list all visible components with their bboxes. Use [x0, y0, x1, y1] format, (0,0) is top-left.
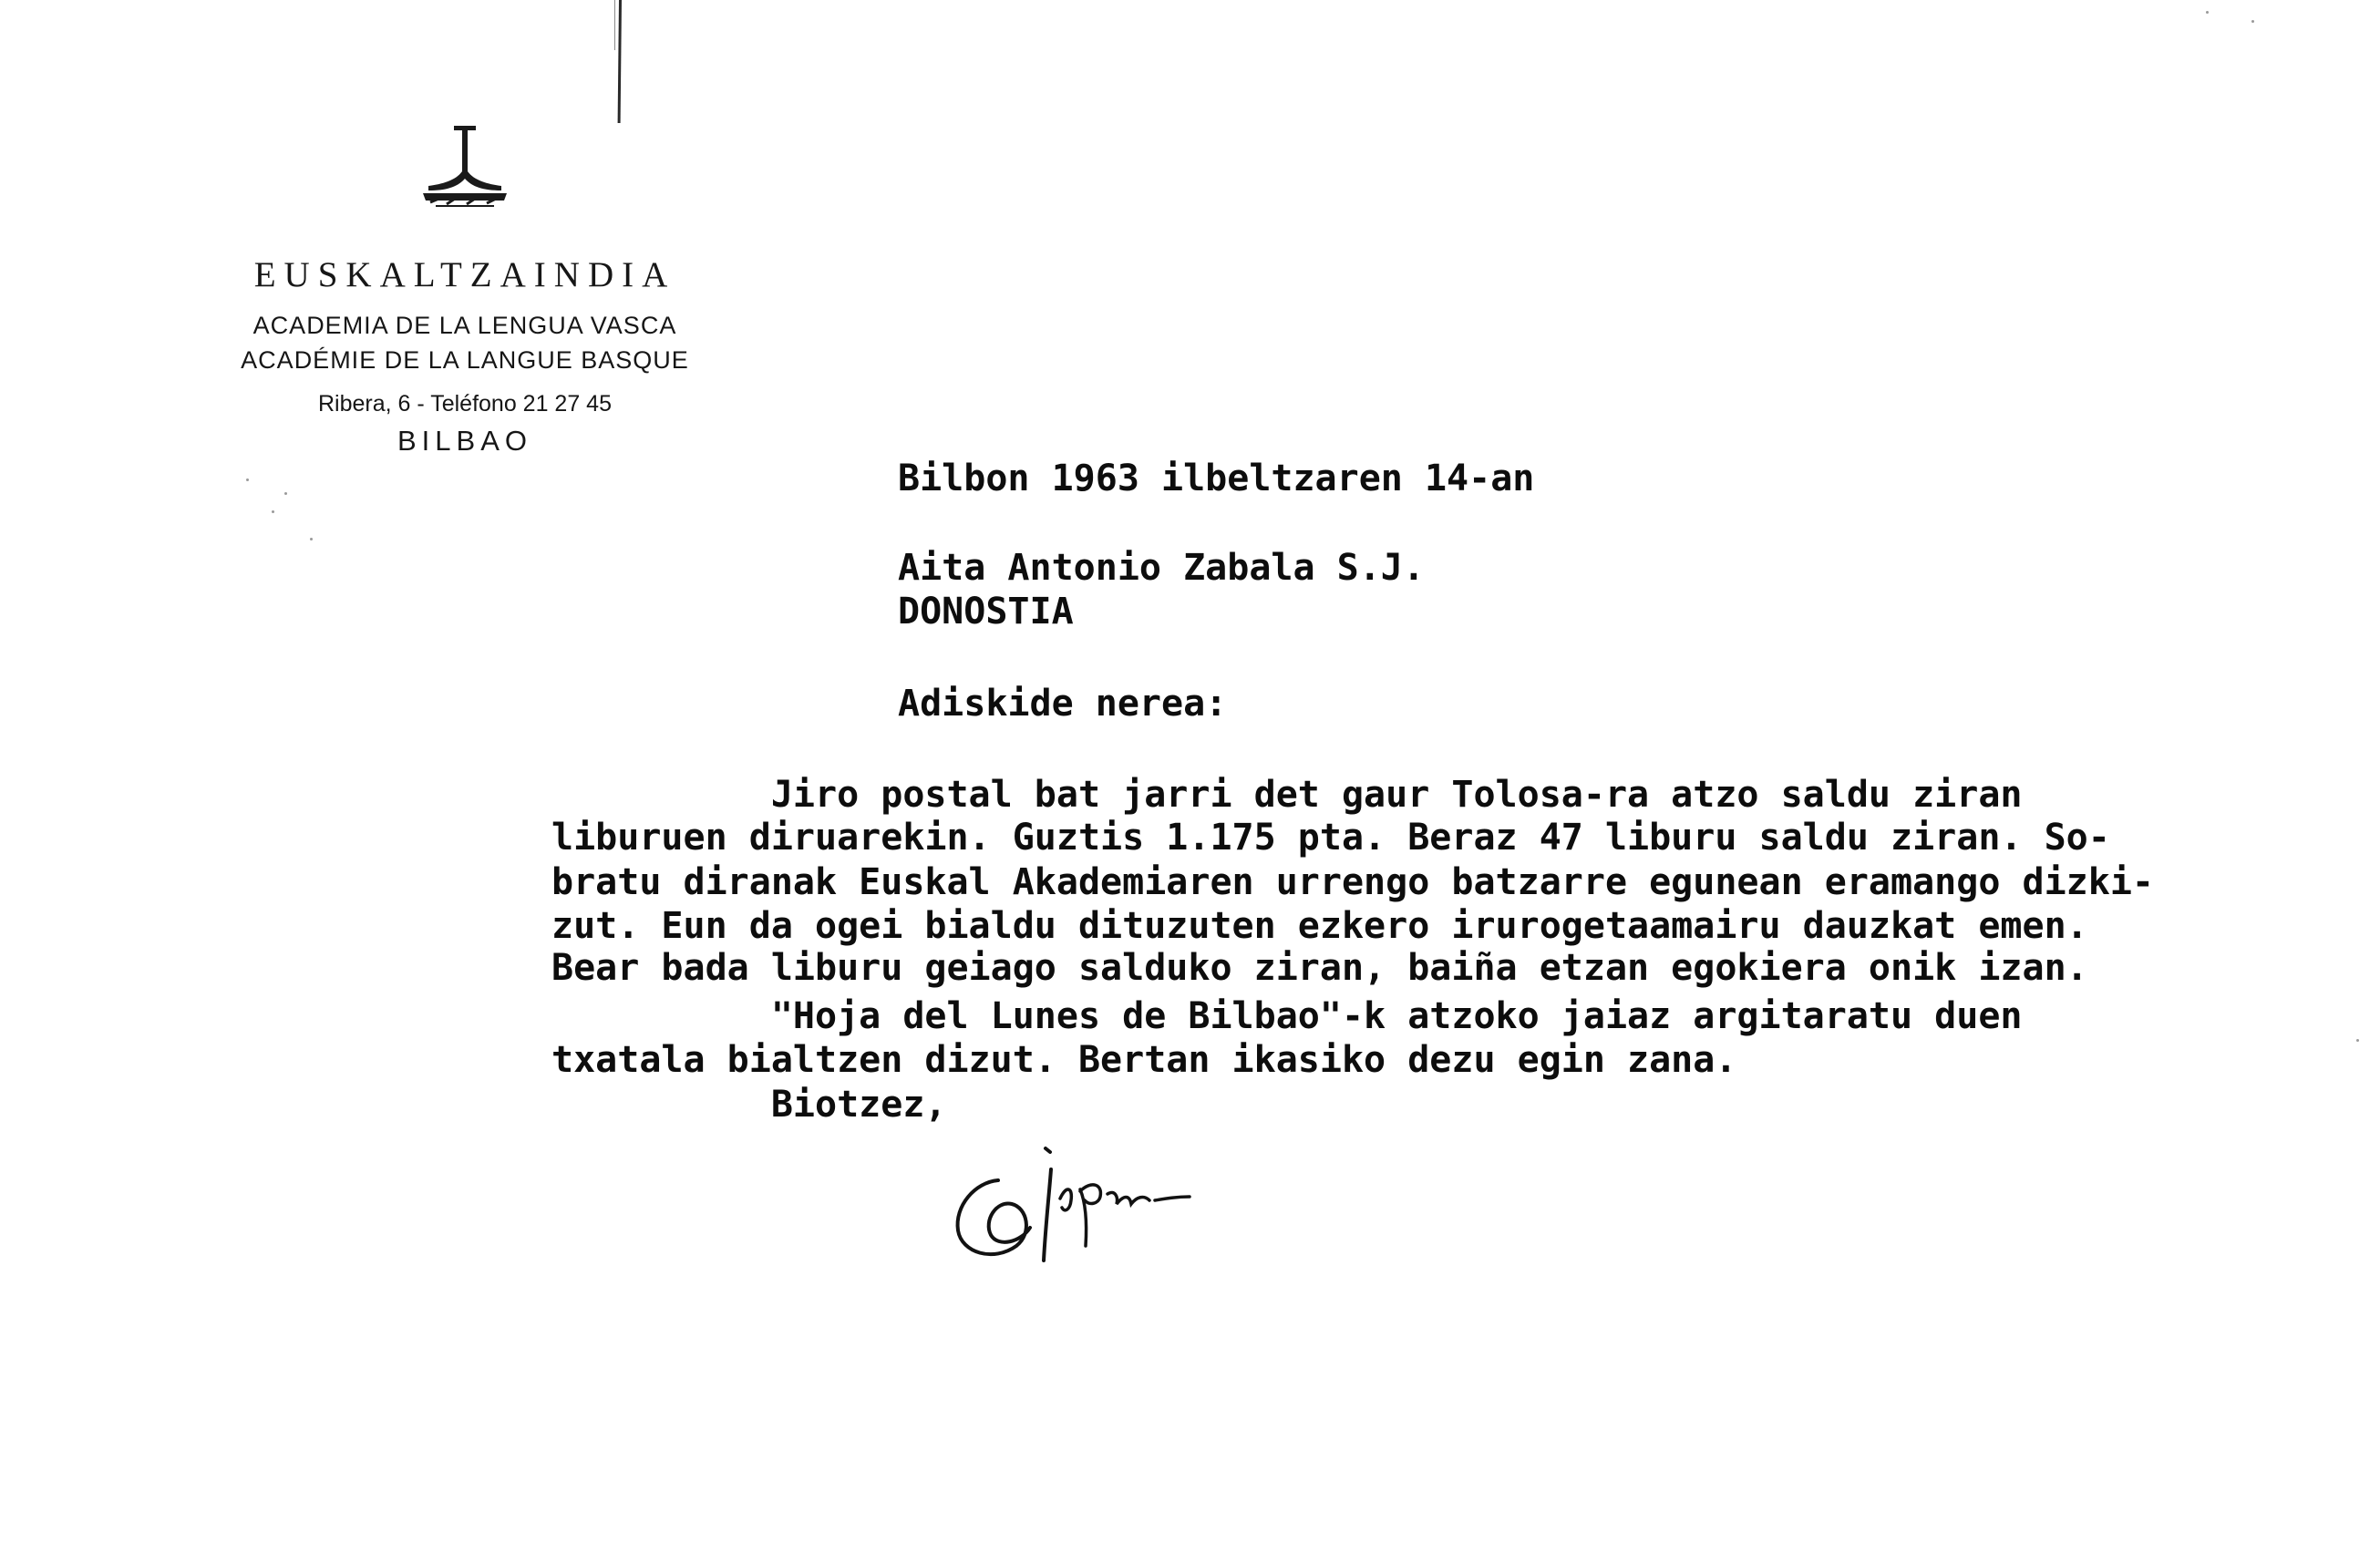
body-line: Jiro postal bat jarri det gaur Tolosa-ra atzo saldu ziran: [551, 774, 2023, 816]
org-city: BILBAO: [397, 425, 532, 457]
scan-speck: [2356, 1039, 2359, 1042]
org-address: Ribera, 6 - Teléfono 21 27 45: [318, 391, 612, 417]
org-subtitle-french: ACADÉMIE DE LA LANGUE BASQUE: [241, 346, 689, 374]
salutation: Adiskide nerea:: [898, 683, 1228, 725]
scan-speck: [284, 492, 287, 495]
org-name: EUSKALTZAINDIA: [253, 255, 676, 294]
body-line: bratu diranak Euskal Akademiaren urrengo batzarre egunean eramango dizki-: [551, 861, 2154, 903]
body-line: Bear bada liburu geiago salduko ziran, baiña etzan egokiera onik izan.: [551, 947, 2088, 989]
scan-artifact-line: [614, 0, 615, 50]
tree-emblem-icon: [410, 118, 520, 210]
scan-artifact-line: [618, 0, 622, 123]
recipient-city: DONOSTIA: [898, 591, 1074, 633]
scan-speck: [2251, 20, 2254, 23]
letter-date: Bilbon 1963 ilbeltzaren 14-an: [898, 458, 1535, 499]
recipient-name: Aita Antonio Zabala S.J.: [898, 547, 1425, 589]
handwritten-signature: [943, 1144, 1253, 1276]
scan-speck: [246, 478, 249, 481]
scan-speck: [2206, 11, 2209, 14]
body-line: txatala bialtzen dizut. Bertan ikasiko dezu egin zana.: [551, 1039, 1737, 1081]
letterhead: [201, 118, 729, 455]
body-line: "Hoja del Lunes de Bilbao"-k atzoko jaiaz argitaratu duen: [551, 995, 2023, 1037]
org-subtitle-spanish: ACADEMIA DE LA LENGUA VASCA: [252, 312, 677, 339]
scan-speck: [310, 538, 313, 540]
body-line: Biotzez,: [551, 1084, 947, 1126]
scan-speck: [272, 510, 274, 513]
body-line: liburuen diruarekin. Guztis 1.175 pta. Beraz 47 liburu saldu ziran. So-: [551, 817, 2110, 859]
body-line: zut. Eun da ogei bialdu dituzuten ezkero irurogetaamairu dauzkat emen.: [551, 905, 2088, 947]
